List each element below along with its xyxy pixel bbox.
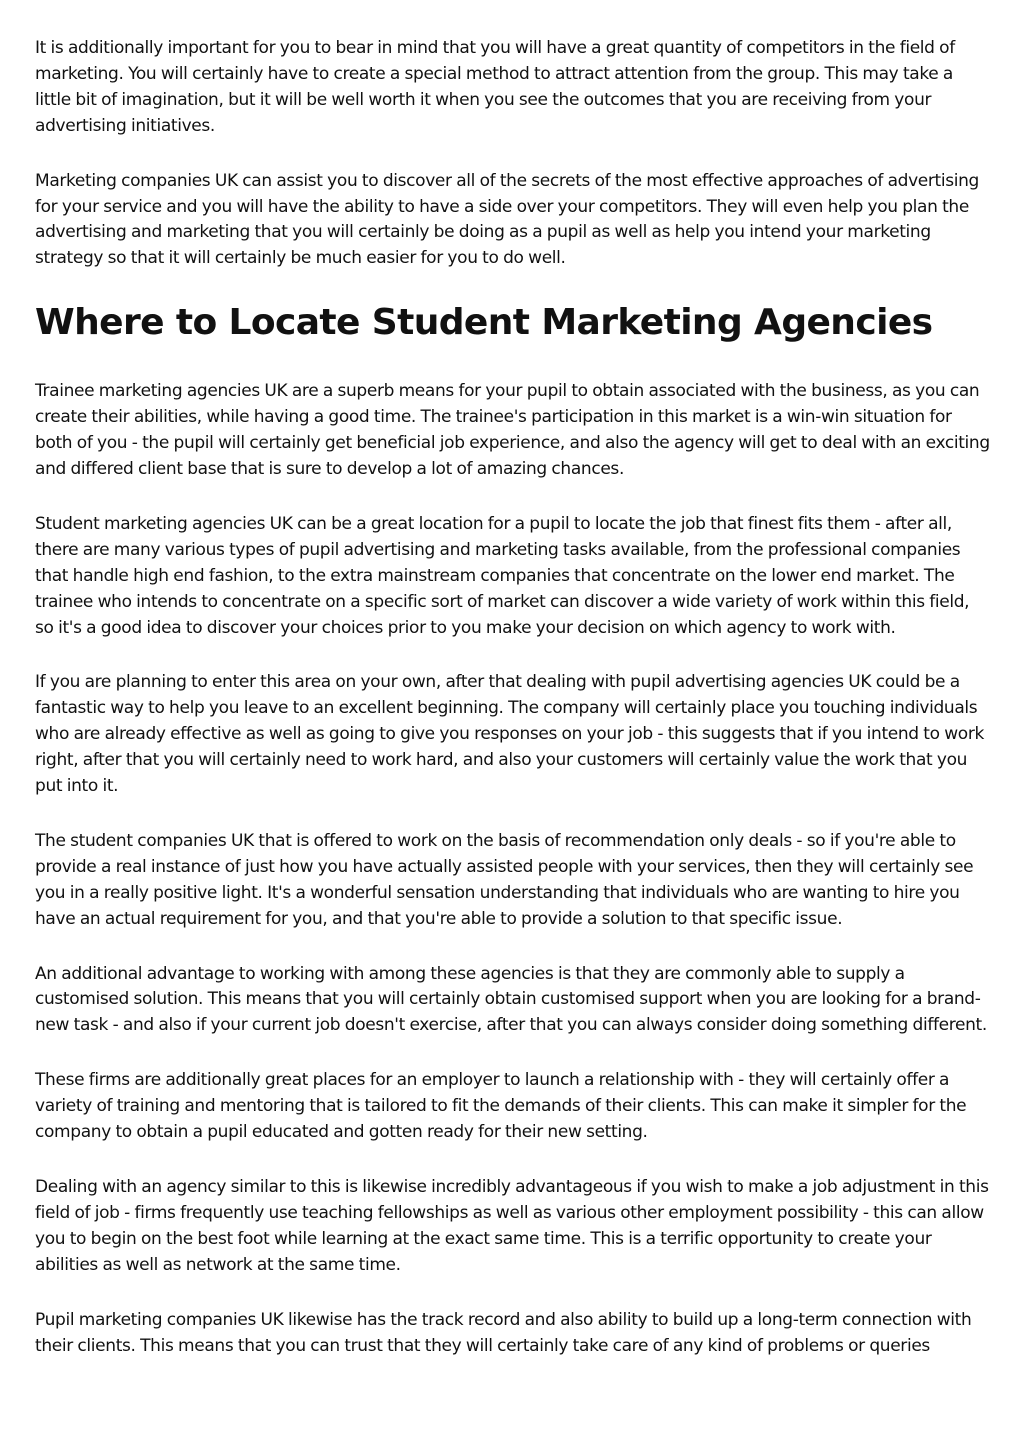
paragraph: These firms are additionally great places for an employer to launch a relationship with - they will certainly offer a variety of training and mentoring that is tailored to fit the demands of their clients. This can make it simpler for the company to obtain a pupil educated and gotten ready for their new setting. — [35, 1070, 967, 1143]
paragraph: The student companies UK that is offered to work on the basis of recommendation only deals - so if you're able to provide a real instance of just how you have actually assisted people with your services, then they will certainly see you in a really positive light. It's a wonderful sensation understanding that individuals who are wanting to hire you have an actual requirement for you, and that you're able to provide a solution to that specific issue. — [35, 830, 974, 929]
section-heading: Where to Locate Student Marketing Agencies — [35, 302, 933, 344]
paragraph: It is additionally important for you to bear in mind that you will have a great quantity of competitors in the field of marketing. You will certainly have to create a special method to attract attention from the group. This may take a little bit of imagination, but it will be well worth it when you see the outcomes that you are receiving from your advertising initiatives. — [35, 38, 955, 136]
paragraph: Student marketing agencies UK can be a great location for a pupil to locate the job that finest fits them - after all, there are many various types of pupil advertising and marketing tasks available, from the professional companies that handle high end fashion, to the extra mainstream companies that concentrate on the lower end market. The trainee who intends to concentrate on a specific sort of market can discover a wide variety of work within this field, so it's a good idea to discover your choices prior to you make your decision on which agency to work with. — [35, 513, 970, 638]
article-body — [35, 36, 991, 1388]
paragraph: Trainee marketing agencies UK are a superb means for your pupil to obtain associated with the business, as you can create their abilities, while having a good time. The trainee's participation in this market is a win-win situation for both of you - the pupil will certainly get beneficial job experience, and also the agency will get to deal with an exciting and differed client base that is sure to develop a lot of amazing chances. — [35, 381, 990, 479]
paragraph: Pupil marketing companies UK likewise has the track record and also ability to build up a long-term connection with their clients. This means that you can trust that they will certainly take care of any kind of problems or queries — [35, 1309, 972, 1356]
paragraph: Marketing companies UK can assist you to discover all of the secrets of the most effective approaches of advertising for your service and you will have the ability to have a side over your competitors. They will even help you plan the advertising and marketing that you will certainly be doing as a pupil as well as help you intend your marketing strategy so that it will certainly be much easier for you to do well. — [35, 170, 979, 269]
paragraph: Dealing with an agency similar to this is likewise incredibly advantageous if you wish to make a job adjustment in this field of job - firms frequently use teaching fellowships as well as various other employment possibility - this can allow you to begin on the best foot while learning at the exact same time. This is a terrific opportunity to create your abilities as well as network at the same time. — [35, 1177, 989, 1275]
paragraph: If you are planning to enter this area on your own, after that dealing with pupil advertising agencies UK could be a fantastic way to help you leave to an excellent beginning. The company will certainly place you touching individuals who are already effective as well as going to give you responses on your job - this suggests that if you intend to work right, after that you will certainly need to work hard, and also your customers will certainly value the work that you put into it. — [35, 672, 984, 797]
paragraph: An additional advantage to working with among these agencies is that they are commonly able to supply a customised solution. This means that you will certainly obtain customised support when you are looking for a brand-new task - and also if your current job doesn't exercise, after that you can always consider doing something different. — [35, 963, 987, 1036]
